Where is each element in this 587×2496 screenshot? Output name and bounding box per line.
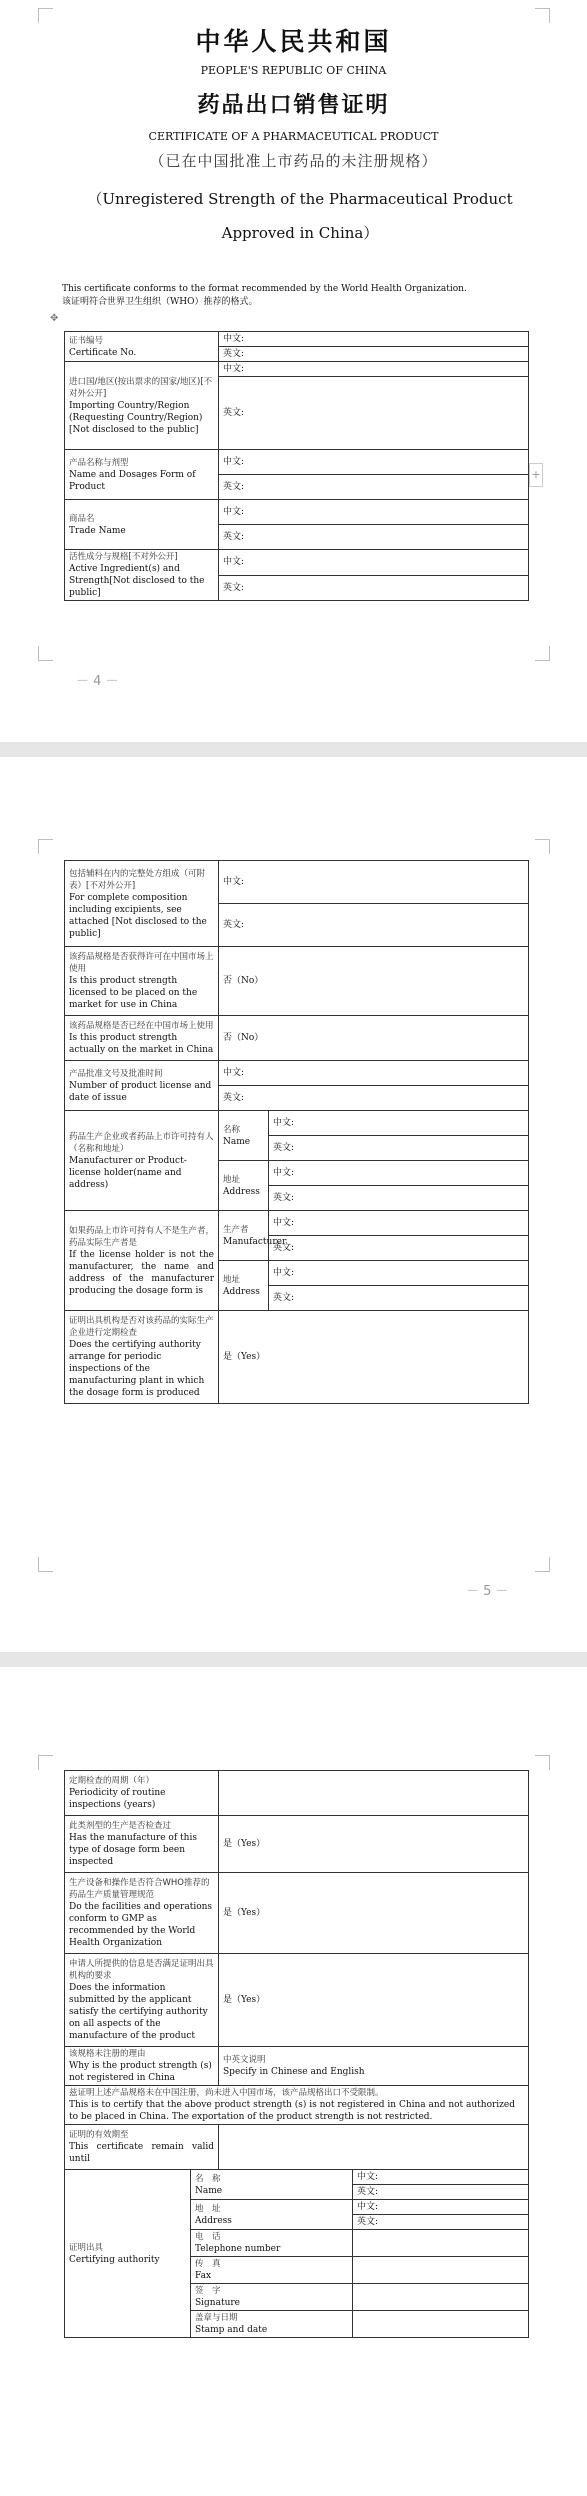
gmp-value[interactable]: 是（Yes）: [219, 1873, 529, 1954]
certification-statement: 兹证明上述产品规格未在中国注册，尚未进入中国市场，该产品规格出口不受限制。 This is to certify that the above product strength (s) is not registered in China and not authorized to be placed in China. The exportation of the product strength is not restricted.: [65, 2086, 529, 2125]
actual-manufacturer-address-cn-field[interactable]: 中文:: [269, 1261, 529, 1286]
info-satisfies-label: 申请人所提供的信息是否满足证明出具机构的要求 Does the information submitted by the applicant satisfy the certifying authority on all aspects of the manufacture of the product: [65, 1954, 219, 2047]
authority-telephone-field[interactable]: [353, 2230, 529, 2257]
crop-mark: [38, 8, 53, 23]
title-cn: 中华人民共和国: [195, 27, 392, 56]
trade-name-en-field[interactable]: 英文:: [219, 525, 529, 550]
actual-manufacturer-address-en-field[interactable]: 英文:: [269, 1286, 529, 1311]
inspection-period-label: 定期检查的周期（年） Periodicity of routine inspections (years): [65, 1771, 219, 1816]
manufacturer-label: 药品生产企业或者药品上市许可持有人（名称和地址） Manufacturer or Product-license holder(name and address): [65, 1111, 219, 1211]
authority-address-en-field[interactable]: 英文:: [353, 2215, 529, 2230]
product-info-table: [64, 331, 529, 601]
importing-country-label: 进口国/地区(按出票求的国家/地区)[不对外公开] Importing Country/Region (Requesting Country/Region)[Not disclosed to the public]: [65, 362, 219, 450]
active-ingredient-en-field[interactable]: 英文:: [219, 575, 529, 601]
actual-manufacturer-en-field[interactable]: 英文:: [269, 1236, 529, 1261]
actual-manufacturer-address-label: 地址 Address: [219, 1261, 269, 1311]
authority-signature-label: 签 字 Signature: [191, 2284, 353, 2311]
authority-address-cn-field[interactable]: 中文:: [353, 2200, 529, 2215]
certificate-title-en: CERTIFICATE OF A PHARMACEUTICAL PRODUCT: [148, 130, 439, 143]
crop-mark: [38, 1755, 53, 1770]
on-market-label: 该药品规格是否已经在中国市场上使用 Is this product strength actually on the market in China: [65, 1016, 219, 1061]
authority-fax-label: 传 真 Fax: [191, 2257, 353, 2284]
manufacturer-address-cn-field[interactable]: 中文:: [269, 1161, 529, 1186]
active-ingredient-cn-field[interactable]: 中文:: [219, 550, 529, 576]
validity-label: 证明的有效期至 This certificate remain valid until: [65, 2125, 219, 2170]
cert-no-label: 证书编号 Certificate No.: [65, 332, 219, 362]
actual-manufacturer-name-label: 生产者 Manufacturer: [219, 1211, 269, 1261]
title-en: PEOPLE'S REPUBLIC OF CHINA: [200, 64, 387, 77]
inspected-value[interactable]: 是（Yes）: [219, 1816, 529, 1873]
cert-no-en-field[interactable]: 英文:: [219, 347, 529, 362]
trade-name-label: 商品名 Trade Name: [65, 500, 219, 550]
inspected-label: 此类剂型的生产是否检查过 Has the manufacture of this type of dosage form been inspected: [65, 1816, 219, 1873]
not-registered-reason-label: 该规格未注册的理由 Why is the product strength (s) not registered in China: [65, 2047, 219, 2086]
manufacturer-name-cn-field[interactable]: 中文:: [269, 1111, 529, 1136]
inspection-period-field[interactable]: [219, 1771, 529, 1816]
license-info-table: [64, 860, 529, 1404]
trade-name-cn-field[interactable]: 中文:: [219, 500, 529, 525]
authority-fax-field[interactable]: [353, 2257, 529, 2284]
inspection-info-table: [64, 1770, 529, 2338]
crop-mark: [38, 646, 53, 661]
cert-no-cn-field[interactable]: 中文:: [219, 332, 529, 347]
license-number-en-field[interactable]: 英文:: [219, 1086, 529, 1111]
add-column-icon[interactable]: +: [529, 463, 543, 487]
page-3: [0, 1667, 587, 2496]
crop-mark: [535, 1557, 550, 1572]
crop-mark: [38, 839, 53, 854]
certificate-title-cn: 药品出口销售证明: [197, 93, 390, 118]
licensed-label: 该药品规格是否获得许可在中国市场上使用 Is this product strength licensed to be placed on the market for use in China: [65, 947, 219, 1016]
authority-signature-field[interactable]: [353, 2284, 529, 2311]
manufacturer-address-label: 地址 Address: [219, 1161, 269, 1211]
authority-name-en-field[interactable]: 英文:: [353, 2185, 529, 2200]
composition-cn-field[interactable]: 中文:: [219, 861, 529, 904]
crop-mark: [535, 646, 550, 661]
on-market-value[interactable]: 否（No）: [219, 1016, 529, 1061]
subtitle-en: （Unregistered Strength of the Pharmaceutical Product Approved in China）: [87, 190, 513, 242]
product-name-cn-field[interactable]: 中文:: [219, 450, 529, 475]
gmp-label: 生产设备和操作是否符合WHO推荐的药品生产质量管理规范 Do the facilities and operations conform to GMP as recommended by the World Health Organization: [65, 1873, 219, 1954]
authority-stamp-field[interactable]: [353, 2311, 529, 2338]
crop-mark: [535, 1755, 550, 1770]
authority-telephone-label: 电 话 Telephone number: [191, 2230, 353, 2257]
info-satisfies-value[interactable]: 是（Yes）: [219, 1954, 529, 2047]
actual-manufacturer-cn-field[interactable]: 中文:: [269, 1211, 529, 1236]
subtitle-cn: （已在中国批准上市药品的未注册规格）: [149, 152, 438, 170]
license-number-label: 产品批准文号及批准时间 Number of product license and date of issue: [65, 1061, 219, 1111]
authority-name-label: 名 称 Name: [191, 2170, 353, 2200]
importing-country-cn-field[interactable]: 中文:: [219, 362, 529, 377]
table-move-handle-icon[interactable]: ✥: [50, 313, 59, 324]
authority-stamp-label: 盖章与日期 Stamp and date: [191, 2311, 353, 2338]
licensed-value[interactable]: 否（No）: [219, 947, 529, 1016]
license-number-cn-field[interactable]: 中文:: [219, 1061, 529, 1086]
periodic-inspection-value[interactable]: 是（Yes）: [219, 1311, 529, 1404]
crop-mark: [38, 1557, 53, 1572]
page-1: [0, 0, 587, 742]
manufacturer-name-label: 名称 Name: [219, 1111, 269, 1161]
periodic-inspection-label: 证明出具机构是否对该药品的实际生产企业进行定期检查 Does the certifying authority arrange for periodic inspections of the manufacturing plant in which the dosage form is produced: [65, 1311, 219, 1404]
manufacturer-address-en-field[interactable]: 英文:: [269, 1186, 529, 1211]
intro-cn: 该证明符合世界卫生组织（WHO）推荐的格式。: [62, 297, 258, 307]
validity-field[interactable]: [219, 2125, 529, 2170]
product-name-en-field[interactable]: 英文:: [219, 475, 529, 500]
crop-mark: [535, 839, 550, 854]
certifying-authority-label: 证明出具 Certifying authority: [65, 2170, 191, 2338]
page-number: － 5 －: [466, 1584, 509, 1599]
authority-address-label: 地 址 Address: [191, 2200, 353, 2230]
intro-en: This certificate conforms to the format recommended by the World Health Organization.: [62, 284, 467, 294]
crop-mark: [535, 8, 550, 23]
page-2: [0, 757, 587, 1652]
importing-country-en-field[interactable]: 英文:: [219, 377, 529, 450]
authority-name-cn-field[interactable]: 中文:: [353, 2170, 529, 2185]
composition-en-field[interactable]: 英文:: [219, 904, 529, 947]
page-number: － 4 －: [76, 674, 119, 689]
product-name-label: 产品名称与剂型 Name and Dosages Form of Product: [65, 450, 219, 500]
actual-manufacturer-label: 如果药品上市许可持有人不是生产者，药品实际生产者是 If the license holder is not the manufacturer, the name and address of the manufacturer producing the dosage form is: [65, 1211, 219, 1311]
composition-label: 包括辅料在内的完整处方组成（可附表）[不对外公开] For complete composition including excipients, see attached [Not disclosed to the public]: [65, 861, 219, 947]
not-registered-reason-value[interactable]: 中英文说明 Specify in Chinese and English: [219, 2047, 529, 2086]
manufacturer-name-en-field[interactable]: 英文:: [269, 1136, 529, 1161]
active-ingredient-label: 活性成分与规格[不对外公开] Active Ingredient(s) and Strength[Not disclosed to the public]: [65, 550, 219, 601]
